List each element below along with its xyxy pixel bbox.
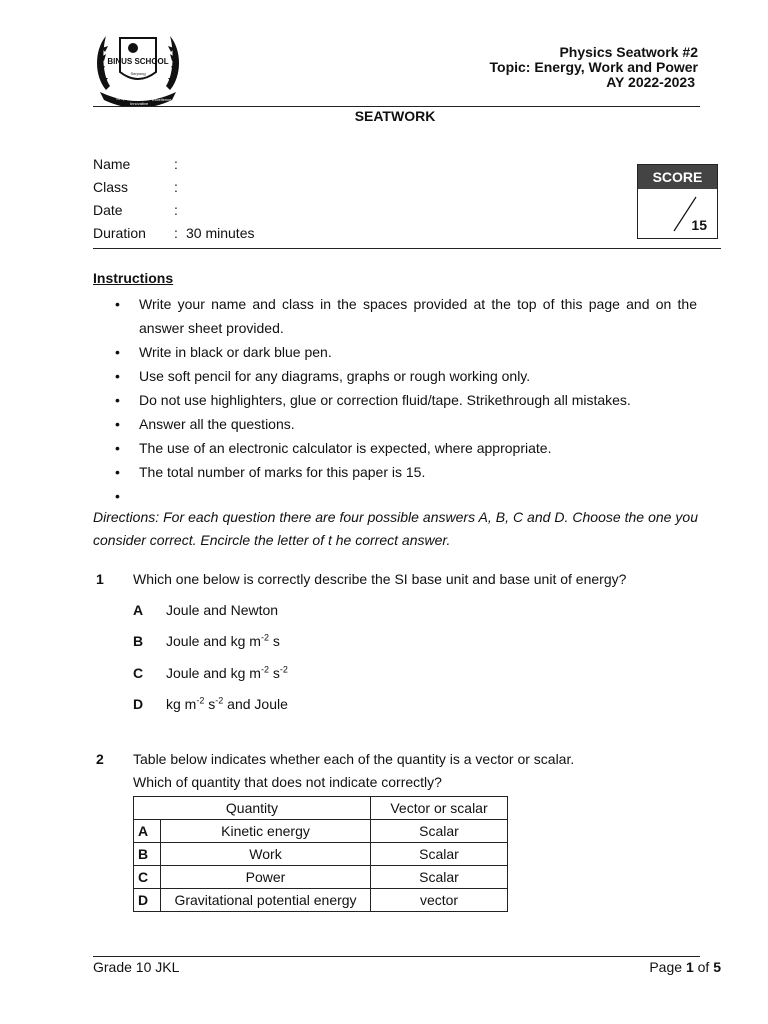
question-text: Table below indicates whether each of the quantity is a vector or scalar. [133,751,575,767]
option-text-part: kg m [166,696,197,712]
info-divider [93,248,721,249]
instruction-text: Write in black or dark blue pen. [139,344,332,360]
directions-text: Directions: For each question there are four possible answers A, B, C and D. Choose the one you consider correct. Encircle the letter of t he correct answer. [93,509,698,548]
option-letter[interactable]: B [133,633,144,649]
instruction-item [115,364,697,388]
table-cell-quantity: Gravitational potential energy [161,889,371,912]
option-sup: -2 [196,695,205,706]
quantity-table [133,796,508,912]
logo-subtext: Serpong [130,71,146,76]
option-text-part: and Joule [223,696,288,712]
score-box [637,164,718,239]
footer-page-number: 1 [685,959,694,975]
option-text: Joule and Newton [166,602,279,618]
option-letter[interactable]: C [133,665,144,681]
instruction-text [139,488,143,504]
option-letter[interactable]: D [133,696,144,712]
table-row [134,889,508,912]
header-title: Physics Seatwork #2 [559,44,698,60]
table-cell-type: Scalar [371,866,508,889]
header-divider [93,106,700,107]
info-label: Class [93,179,129,195]
option-text-part: Joule and kg m [166,633,261,649]
table-cell-quantity: Kinetic energy [161,820,371,843]
instruction-text: Write your name and class in the spaces provided at the top of this page and on the answer sheet provided. [139,296,697,336]
info-label: Name [93,156,131,172]
info-label: Duration [93,225,146,241]
table-header: Quantity [134,797,371,820]
logo-motto-mid: Innovative [130,101,149,106]
table-cell-letter: A [134,820,161,843]
option-text-part: Joule and kg m [166,665,261,681]
info-colon: : [174,156,178,172]
logo-motto-right: Excellence [152,97,172,102]
table-cell-type: vector [371,889,508,912]
table-header: Vector or scalar [371,797,508,820]
instruction-item [115,292,697,340]
option-text-part: s [204,696,216,712]
table-header-row [134,797,508,820]
instruction-item [115,388,697,412]
footer-page-of: of [693,959,714,975]
option-text [166,696,288,712]
question-number: 2 [96,751,104,767]
logo-motto-left: Simple [116,96,129,101]
instruction-text: Do not use highlighters, glue or correction fluid/tape. Strikethrough all mistakes. [139,392,631,408]
info-colon: : [174,179,178,195]
option-text [166,665,288,681]
instruction-item [115,412,697,436]
instructions-title: Instructions [93,270,174,286]
question-text: Which one below is correctly describe the SI base unit and base unit of energy? [133,571,627,587]
header-topic: Topic: Energy, Work and Power [489,59,698,75]
footer-page-prefix: Page [649,959,686,975]
instruction-item [115,436,697,460]
option-letter[interactable]: A [133,602,144,618]
info-value: 30 minutes [186,225,255,241]
logo-text: BINUS SCHOOL [107,57,169,66]
instruction-item [115,460,697,484]
header-year: AY 2022-2023 [606,74,695,90]
instruction-text: The total number of marks for this paper is 15. [139,464,426,480]
option-sup: -2 [260,632,269,643]
info-colon: : [174,225,178,241]
footer-page-total: 5 [713,959,721,975]
table-row [134,866,508,889]
table-cell-letter: D [134,889,161,912]
table-cell-type: Scalar [371,843,508,866]
option-sup: -2 [215,695,224,706]
document-title: SEATWORK [354,108,436,124]
question-text: Which of quantity that does not indicate correctly? [133,774,442,790]
table-cell-letter: B [134,843,161,866]
instructions-list [115,292,697,508]
option-text [166,633,280,649]
instruction-text: The use of an electronic calculator is expected, where appropriate. [139,440,552,456]
footer-class: Grade 10 JKL [93,959,180,975]
instruction-item [115,484,697,508]
school-logo [92,28,184,106]
info-colon: : [174,202,178,218]
table-cell-quantity: Power [161,866,371,889]
instruction-item [115,340,697,364]
score-label: SCORE [638,165,717,189]
option-sup: -2 [279,664,288,675]
question-number: 1 [96,571,104,587]
footer-page [649,959,721,975]
table-row [134,843,508,866]
table-cell-letter: C [134,866,161,889]
table-row [134,820,508,843]
score-total: 15 [691,217,707,233]
info-label: Date [93,202,123,218]
option-text-part: s [268,633,280,649]
option-sup: -2 [260,664,269,675]
footer-divider [93,956,700,957]
option-text-part: s [268,665,280,681]
instruction-text: Use soft pencil for any diagrams, graphs or rough working only. [139,368,531,384]
instruction-text: Answer all the questions. [139,416,295,432]
table-cell-type: Scalar [371,820,508,843]
table-cell-quantity: Work [161,843,371,866]
